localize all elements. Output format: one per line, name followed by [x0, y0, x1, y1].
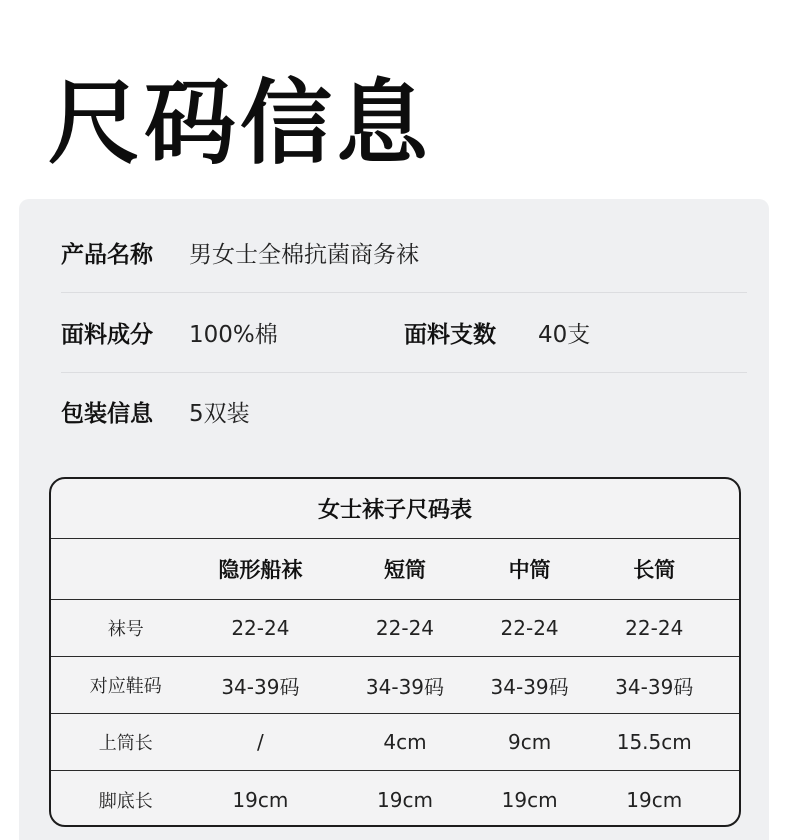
table-cell: 34-39码 [221, 674, 300, 699]
yarn-count-value: 40支 [538, 322, 591, 348]
package-row [61, 371, 747, 451]
row-label: 对应鞋码 [89, 676, 162, 697]
table-cell: 22-24 [500, 616, 559, 640]
table-row [51, 714, 739, 771]
fabric-composition-label: 面料成分 [61, 322, 153, 348]
package-value: 5双装 [189, 400, 250, 427]
size-table-title: 女士袜子尺码表 [51, 479, 739, 539]
table-cell: 19cm [377, 787, 433, 812]
product-name-value: 男女士全棉抗菌商务袜 [189, 242, 419, 268]
size-table [49, 477, 741, 827]
table-cell: 19cm [501, 787, 558, 812]
table-row [51, 771, 739, 827]
table-cell: 4cm [383, 730, 427, 754]
table-cell: 19cm [626, 787, 683, 812]
product-name-label: 产品名称 [61, 242, 153, 268]
fabric-composition-value: 100%棉 [189, 322, 278, 348]
table-cell: 22-24 [375, 616, 435, 640]
row-label: 脚底长 [98, 790, 153, 812]
header-cell: 中筒 [508, 558, 551, 582]
table-cell: 34-39码 [615, 674, 694, 699]
table-cell: 34-39码 [490, 674, 569, 699]
table-cell: 19cm [232, 787, 289, 812]
product-name-row [61, 213, 747, 293]
header-cell: 长筒 [633, 558, 676, 582]
row-label: 上筒长 [98, 733, 153, 754]
table-cell: / [257, 730, 264, 754]
row-label: 袜号 [107, 619, 144, 640]
page-title: 尺码信息 [48, 70, 433, 177]
table-header-row [51, 539, 739, 600]
table-row [51, 600, 739, 657]
fabric-composition [61, 316, 404, 349]
table-cell: 15.5cm [616, 730, 692, 754]
table-cell: 34-39码 [365, 674, 445, 699]
yarn-count [404, 316, 747, 349]
header-cell: 隐形船袜 [218, 558, 303, 582]
table-cell: 22-24 [231, 616, 290, 640]
yarn-count-label: 面料支数 [404, 322, 496, 348]
table-row [51, 657, 739, 714]
fabric-row [61, 293, 747, 373]
header-cell: 短筒 [383, 558, 426, 582]
table-cell: 9cm [508, 730, 552, 754]
product-info-card [19, 199, 769, 840]
package-label: 包装信息 [61, 400, 153, 427]
table-cell: 22-24 [625, 616, 684, 640]
